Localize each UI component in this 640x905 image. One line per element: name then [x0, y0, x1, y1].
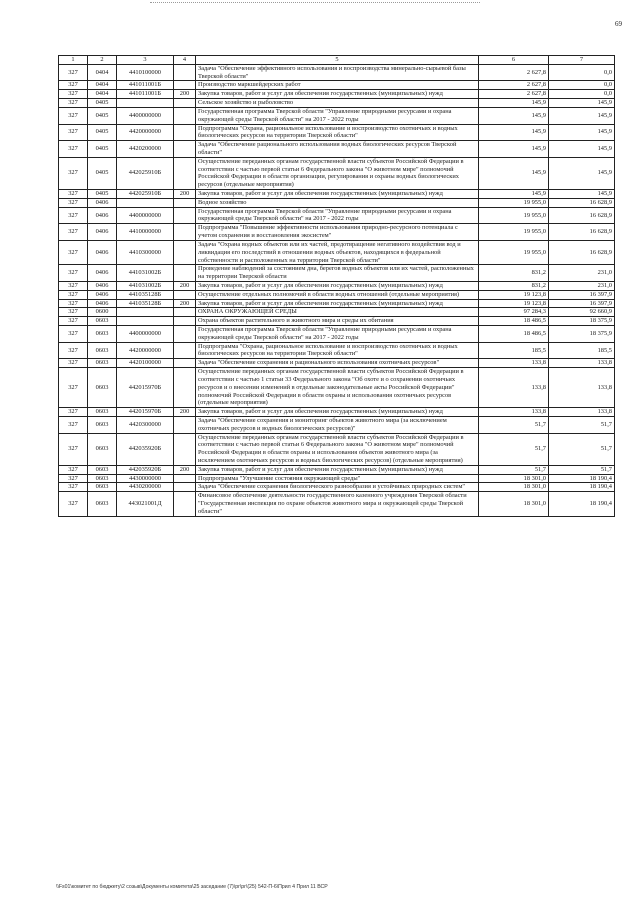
cell-target-article: 441011001Б [117, 90, 174, 99]
cell-amount-col7: 16 628,9 [549, 198, 615, 207]
cell-amount-col7: 18 190,4 [549, 474, 615, 483]
cell-section: 0603 [88, 317, 117, 326]
header-cell: 4 [174, 56, 196, 65]
cell-section: 0405 [88, 124, 117, 141]
cell-code: 327 [59, 99, 88, 108]
cell-target-article: 441031002Б [117, 265, 174, 282]
cell-target-article [117, 198, 174, 207]
cell-section: 0603 [88, 359, 117, 368]
cell-expense-type [174, 198, 196, 207]
header-cell: 6 [479, 56, 549, 65]
cell-amount-col6: 19 955,0 [479, 207, 549, 224]
cell-expense-type: 200 [174, 408, 196, 417]
cell-amount-col6: 145,9 [479, 141, 549, 158]
cell-code: 327 [59, 299, 88, 308]
cell-description: Подпрограмма "Охрана, рациональное использование и воспроизводство охотничьих и водных биологических ресурсов на территории Тверской области" [196, 342, 479, 359]
cell-amount-col6: 19 955,0 [479, 198, 549, 207]
cell-section: 0406 [88, 224, 117, 241]
cell-amount-col7: 231,0 [549, 281, 615, 290]
cell-code: 327 [59, 224, 88, 241]
cell-target-article: 441031002Б [117, 281, 174, 290]
cell-section: 0405 [88, 141, 117, 158]
cell-amount-col6: 133,8 [479, 368, 549, 408]
cell-amount-col6: 2 627,8 [479, 64, 549, 81]
cell-amount-col6: 2 627,8 [479, 90, 549, 99]
cell-expense-type [174, 207, 196, 224]
cell-amount-col6: 18 486,5 [479, 326, 549, 343]
cell-description: Закупка товаров, работ и услуг для обеспечения государственных (муниципальных) нужд [196, 90, 479, 99]
cell-code: 327 [59, 198, 88, 207]
cell-expense-type [174, 492, 196, 516]
cell-code: 327 [59, 317, 88, 326]
table-row [59, 408, 615, 417]
cell-amount-col7: 133,8 [549, 408, 615, 417]
cell-description: Закупка товаров, работ и услуг для обеспечения государственных (муниципальных) нужд [196, 299, 479, 308]
table-row [59, 308, 615, 317]
cell-amount-col6: 185,5 [479, 342, 549, 359]
cell-amount-col6: 133,8 [479, 359, 549, 368]
cell-target-article: 441035128Б [117, 290, 174, 299]
cell-amount-col7: 16 628,9 [549, 224, 615, 241]
cell-description: Задача "Обеспечение сохранения и рационального использования охотничьих ресурсов" [196, 359, 479, 368]
cell-section: 0405 [88, 99, 117, 108]
cell-code: 327 [59, 64, 88, 81]
footer-file-path: \\Fs01\комитет по бюджету\2 созыв\Документы комитета\25 заседание (7)\pr\pr\(25) 542-П-6\Прил 4 Прил 11 ВСР [56, 884, 328, 890]
cell-code: 327 [59, 81, 88, 90]
cell-amount-col6: 18 301,0 [479, 474, 549, 483]
cell-expense-type: 200 [174, 190, 196, 199]
cell-target-article: 4420100000 [117, 359, 174, 368]
cell-description: Осуществление переданных органам государственной власти субъектов Российской Федерации в соответствии с частью первой статьи 6 Федерального закона "О животном мире" полномочий Российской Федерации в области охраны и использования объектов животного мира (за исключением охотничьих ресурсов и водных биологических ресурсов) (отдельные мероприятия) [196, 433, 479, 465]
cell-expense-type [174, 224, 196, 241]
cell-amount-col7: 185,5 [549, 342, 615, 359]
cell-expense-type [174, 368, 196, 408]
cell-expense-type [174, 317, 196, 326]
table-row [59, 64, 615, 81]
cell-target-article: 4420000000 [117, 342, 174, 359]
cell-amount-col6: 19 955,0 [479, 224, 549, 241]
cell-expense-type: 200 [174, 299, 196, 308]
cell-target-article: 4410300000 [117, 240, 174, 264]
cell-expense-type [174, 107, 196, 124]
cell-amount-col7: 92 660,9 [549, 308, 615, 317]
table-row [59, 124, 615, 141]
cell-expense-type [174, 416, 196, 433]
cell-section: 0603 [88, 465, 117, 474]
cell-section: 0404 [88, 90, 117, 99]
cell-target-article: 4430000000 [117, 474, 174, 483]
cell-amount-col7: 51,7 [549, 433, 615, 465]
cell-expense-type: 200 [174, 465, 196, 474]
cell-amount-col6: 51,7 [479, 465, 549, 474]
cell-expense-type [174, 290, 196, 299]
cell-code: 327 [59, 433, 88, 465]
cell-code: 327 [59, 308, 88, 317]
cell-amount-col6: 18 301,0 [479, 483, 549, 492]
cell-amount-col7: 145,9 [549, 141, 615, 158]
table-row [59, 368, 615, 408]
cell-amount-col7: 18 375,9 [549, 317, 615, 326]
cell-expense-type [174, 474, 196, 483]
cell-target-article: 4420200000 [117, 141, 174, 158]
table-row [59, 90, 615, 99]
table-row [59, 190, 615, 199]
cell-target-article: 4410100000 [117, 64, 174, 81]
cell-amount-col7: 16 397,9 [549, 290, 615, 299]
cell-code: 327 [59, 326, 88, 343]
cell-description: Государственная программа Тверской области "Управление природными ресурсами и охрана окружающей среды Тверской области" на 2017 - 2022 годы [196, 107, 479, 124]
cell-amount-col6: 145,9 [479, 124, 549, 141]
table-row [59, 474, 615, 483]
table-row [59, 416, 615, 433]
cell-expense-type [174, 99, 196, 108]
cell-amount-col7: 231,0 [549, 265, 615, 282]
cell-code: 327 [59, 368, 88, 408]
cell-description: Закупка товаров, работ и услуг для обеспечения государственных (муниципальных) нужд [196, 465, 479, 474]
cell-section: 0405 [88, 190, 117, 199]
cell-code: 327 [59, 90, 88, 99]
cell-description: Охрана объектов растительного и животного мира и среды их обитания [196, 317, 479, 326]
cell-section: 0603 [88, 368, 117, 408]
cell-amount-col7: 51,7 [549, 465, 615, 474]
cell-amount-col7: 145,9 [549, 190, 615, 199]
cell-description: Закупка товаров, работ и услуг для обеспечения государственных (муниципальных) нужд [196, 190, 479, 199]
cell-amount-col7: 133,8 [549, 359, 615, 368]
cell-target-article: 4410000000 [117, 224, 174, 241]
cell-description: Закупка товаров, работ и услуг для обеспечения государственных (муниципальных) нужд [196, 281, 479, 290]
cell-amount-col7: 145,9 [549, 124, 615, 141]
cell-amount-col6: 18 486,5 [479, 317, 549, 326]
cell-code: 327 [59, 190, 88, 199]
cell-target-article [117, 308, 174, 317]
table-row [59, 465, 615, 474]
header-cell: 1 [59, 56, 88, 65]
cell-amount-col7: 0,0 [549, 81, 615, 90]
table-row [59, 99, 615, 108]
cell-target-article: 442015970Б [117, 368, 174, 408]
cell-amount-col7: 16 397,9 [549, 299, 615, 308]
cell-amount-col7: 133,8 [549, 368, 615, 408]
cell-target-article: 4400000000 [117, 326, 174, 343]
table-row [59, 326, 615, 343]
cell-target-article: 4400000000 [117, 207, 174, 224]
cell-section: 0406 [88, 299, 117, 308]
cell-target-article: 442025910Б [117, 157, 174, 189]
cell-target-article: 441035128Б [117, 299, 174, 308]
cell-description: ОХРАНА ОКРУЖАЮЩЕЙ СРЕДЫ [196, 308, 479, 317]
cell-description: Сельское хозяйство и рыболовство [196, 99, 479, 108]
header-cell: 5 [196, 56, 479, 65]
cell-description: Осуществление отдельных полномочий в области водных отношений (отдельные мероприятия) [196, 290, 479, 299]
cell-expense-type [174, 124, 196, 141]
cell-expense-type: 200 [174, 281, 196, 290]
cell-section: 0603 [88, 408, 117, 417]
cell-description: Государственная программа Тверской области "Управление природными ресурсами и охрана окружающей среды Тверской области" на 2017 - 2022 годы [196, 207, 479, 224]
cell-target-article: 442025910Б [117, 190, 174, 199]
cell-expense-type [174, 308, 196, 317]
header-cell: 7 [549, 56, 615, 65]
cell-section: 0603 [88, 474, 117, 483]
cell-section: 0603 [88, 342, 117, 359]
table-row [59, 299, 615, 308]
table-row [59, 141, 615, 158]
cell-amount-col6: 97 284,3 [479, 308, 549, 317]
cell-description: Водное хозяйство [196, 198, 479, 207]
cell-target-article: 4420300000 [117, 416, 174, 433]
cell-expense-type [174, 326, 196, 343]
cell-description: Проведение наблюдений за состоянием дна, берегов водных объектов или их частей, расположенных на территории Тверской области [196, 265, 479, 282]
table-row [59, 240, 615, 264]
cell-description: Подпрограмма "Охрана, рациональное использование и воспроизводство охотничьих и водных биологических ресурсов на территории Тверской области" [196, 124, 479, 141]
table-row [59, 198, 615, 207]
table-row [59, 342, 615, 359]
cell-expense-type [174, 157, 196, 189]
cell-target-article: 4430200000 [117, 483, 174, 492]
header-cell: 3 [117, 56, 174, 65]
cell-amount-col6: 19 955,0 [479, 240, 549, 264]
cell-section: 0404 [88, 64, 117, 81]
table-row [59, 359, 615, 368]
cell-target-article: 442015970Б [117, 408, 174, 417]
cell-section: 0406 [88, 281, 117, 290]
cell-expense-type [174, 265, 196, 282]
cell-amount-col6: 831,2 [479, 281, 549, 290]
cell-amount-col6: 19 123,8 [479, 290, 549, 299]
cell-code: 327 [59, 492, 88, 516]
cell-section: 0603 [88, 492, 117, 516]
cell-code: 327 [59, 265, 88, 282]
cell-amount-col7: 16 628,9 [549, 240, 615, 264]
cell-expense-type [174, 64, 196, 81]
cell-description: Осуществление переданных органам государственной власти субъектов Российской Федерации в соответствии с частью 1 статьи 33 Федерального закона "Об охоте и о сохранении охотничьих ресурсов и о внесении изменений в отдельные законодательные акты Российской Федерации" полномочий Российской Федерации в области охраны и использования охотничьих ресурсов (отдельные мероприятия) [196, 368, 479, 408]
table-row [59, 207, 615, 224]
cell-section: 0406 [88, 240, 117, 264]
cell-target-article: 442035920Б [117, 433, 174, 465]
cell-amount-col7: 16 628,9 [549, 207, 615, 224]
cell-description: Задача "Обеспечение сохранения биологического разнообразия и устойчивых природных систем" [196, 483, 479, 492]
cell-target-article: 442035920Б [117, 465, 174, 474]
cell-amount-col6: 51,7 [479, 433, 549, 465]
cell-target-article: 4400000000 [117, 107, 174, 124]
cell-code: 327 [59, 107, 88, 124]
cell-section: 0603 [88, 416, 117, 433]
cell-description: Производство маркшейдерских работ [196, 81, 479, 90]
cell-description: Закупка товаров, работ и услуг для обеспечения государственных (муниципальных) нужд [196, 408, 479, 417]
cell-expense-type [174, 483, 196, 492]
cell-code: 327 [59, 465, 88, 474]
cell-section: 0406 [88, 198, 117, 207]
table-row [59, 224, 615, 241]
cell-section: 0406 [88, 290, 117, 299]
table-row [59, 265, 615, 282]
cell-code: 327 [59, 359, 88, 368]
table-row [59, 483, 615, 492]
cell-description: Задача "Обеспечение эффективного использования и воспроизводства минерально-сырьевой базы Тверской области" [196, 64, 479, 81]
cell-section: 0404 [88, 81, 117, 90]
table-row [59, 81, 615, 90]
cell-section: 0405 [88, 107, 117, 124]
cell-amount-col6: 51,7 [479, 416, 549, 433]
cell-amount-col6: 145,9 [479, 107, 549, 124]
cell-description: Задача "Обеспечение сохранения и мониторинг объектов животного мира (за исключением охотничьих ресурсов и водных биологических ресурсов)" [196, 416, 479, 433]
cell-amount-col6: 831,2 [479, 265, 549, 282]
cell-target-article: 4420000000 [117, 124, 174, 141]
cell-amount-col7: 0,0 [549, 90, 615, 99]
cell-section: 0406 [88, 207, 117, 224]
cell-code: 327 [59, 141, 88, 158]
cell-description: Финансовое обеспечение деятельности государственного казенного учреждения Тверской области "Государственная инспекция по охране объектов животного мира и окружающей среды Тверской области" [196, 492, 479, 516]
cell-amount-col6: 19 123,8 [479, 299, 549, 308]
cell-code: 327 [59, 416, 88, 433]
cell-amount-col7: 145,9 [549, 157, 615, 189]
cell-code: 327 [59, 281, 88, 290]
cell-target-article: 441011001Б [117, 81, 174, 90]
cell-amount-col7: 51,7 [549, 416, 615, 433]
cell-description: Задача "Обеспечение рационального использования водных биологических ресурсов Тверской области" [196, 141, 479, 158]
cell-amount-col6: 145,9 [479, 157, 549, 189]
budget-table [58, 55, 615, 517]
cell-description: Подпрограмма "Улучшение состояния окружающей среды" [196, 474, 479, 483]
table-row [59, 107, 615, 124]
cell-code: 327 [59, 207, 88, 224]
cell-expense-type [174, 81, 196, 90]
cell-section: 0603 [88, 326, 117, 343]
cell-amount-col6: 2 627,8 [479, 81, 549, 90]
table-row [59, 492, 615, 516]
cell-amount-col7: 18 375,9 [549, 326, 615, 343]
cell-target-article: 443021001Д [117, 492, 174, 516]
cell-section: 0406 [88, 265, 117, 282]
cell-code: 327 [59, 342, 88, 359]
table-row [59, 290, 615, 299]
cell-amount-col6: 133,8 [479, 408, 549, 417]
cell-expense-type [174, 342, 196, 359]
cell-code: 327 [59, 124, 88, 141]
cell-code: 327 [59, 290, 88, 299]
cell-expense-type: 200 [174, 90, 196, 99]
cell-target-article [117, 99, 174, 108]
header-cell: 2 [88, 56, 117, 65]
cell-amount-col6: 145,9 [479, 190, 549, 199]
cell-code: 327 [59, 157, 88, 189]
cell-expense-type [174, 359, 196, 368]
cell-section: 0603 [88, 483, 117, 492]
top-scan-line [150, 2, 480, 3]
cell-expense-type [174, 141, 196, 158]
table-row [59, 281, 615, 290]
table-header-row [59, 56, 615, 65]
cell-description: Государственная программа Тверской области "Управление природными ресурсами и охрана окружающей среды Тверской области" на 2017 - 2022 годы [196, 326, 479, 343]
cell-amount-col7: 0,0 [549, 64, 615, 81]
cell-code: 327 [59, 474, 88, 483]
table-row [59, 157, 615, 189]
cell-amount-col7: 18 190,4 [549, 483, 615, 492]
page-number: 69 [615, 20, 622, 28]
cell-target-article [117, 317, 174, 326]
cell-expense-type [174, 433, 196, 465]
table-row [59, 433, 615, 465]
cell-code: 327 [59, 408, 88, 417]
cell-description: Задача "Охрана водных объектов или их частей, предотвращение негативного воздействия вод и ликвидация его последствий в отношении водных объектов, находящихся в федеральной собственности и расположенных на территории Тверской области" [196, 240, 479, 264]
cell-section: 0600 [88, 308, 117, 317]
cell-amount-col7: 145,9 [549, 99, 615, 108]
cell-amount-col7: 145,9 [549, 107, 615, 124]
cell-description: Осуществление переданных органам государственной власти субъектов Российской Федерации в соответствии с частью первой статьи 6 Федерального закона "О животном мире" полномочий Российской Федерации в области организации, регулирования и охраны водных биологических ресурсов (отдельные мероприятия) [196, 157, 479, 189]
cell-amount-col6: 18 301,0 [479, 492, 549, 516]
table-row [59, 317, 615, 326]
cell-description: Подпрограмма "Повышение эффективности использования природно-ресурсного потенциала с учетом сохранения и восстановления экосистем" [196, 224, 479, 241]
cell-amount-col6: 145,9 [479, 99, 549, 108]
cell-section: 0603 [88, 433, 117, 465]
cell-code: 327 [59, 483, 88, 492]
cell-section: 0405 [88, 157, 117, 189]
cell-amount-col7: 18 190,4 [549, 492, 615, 516]
cell-expense-type [174, 240, 196, 264]
cell-code: 327 [59, 240, 88, 264]
